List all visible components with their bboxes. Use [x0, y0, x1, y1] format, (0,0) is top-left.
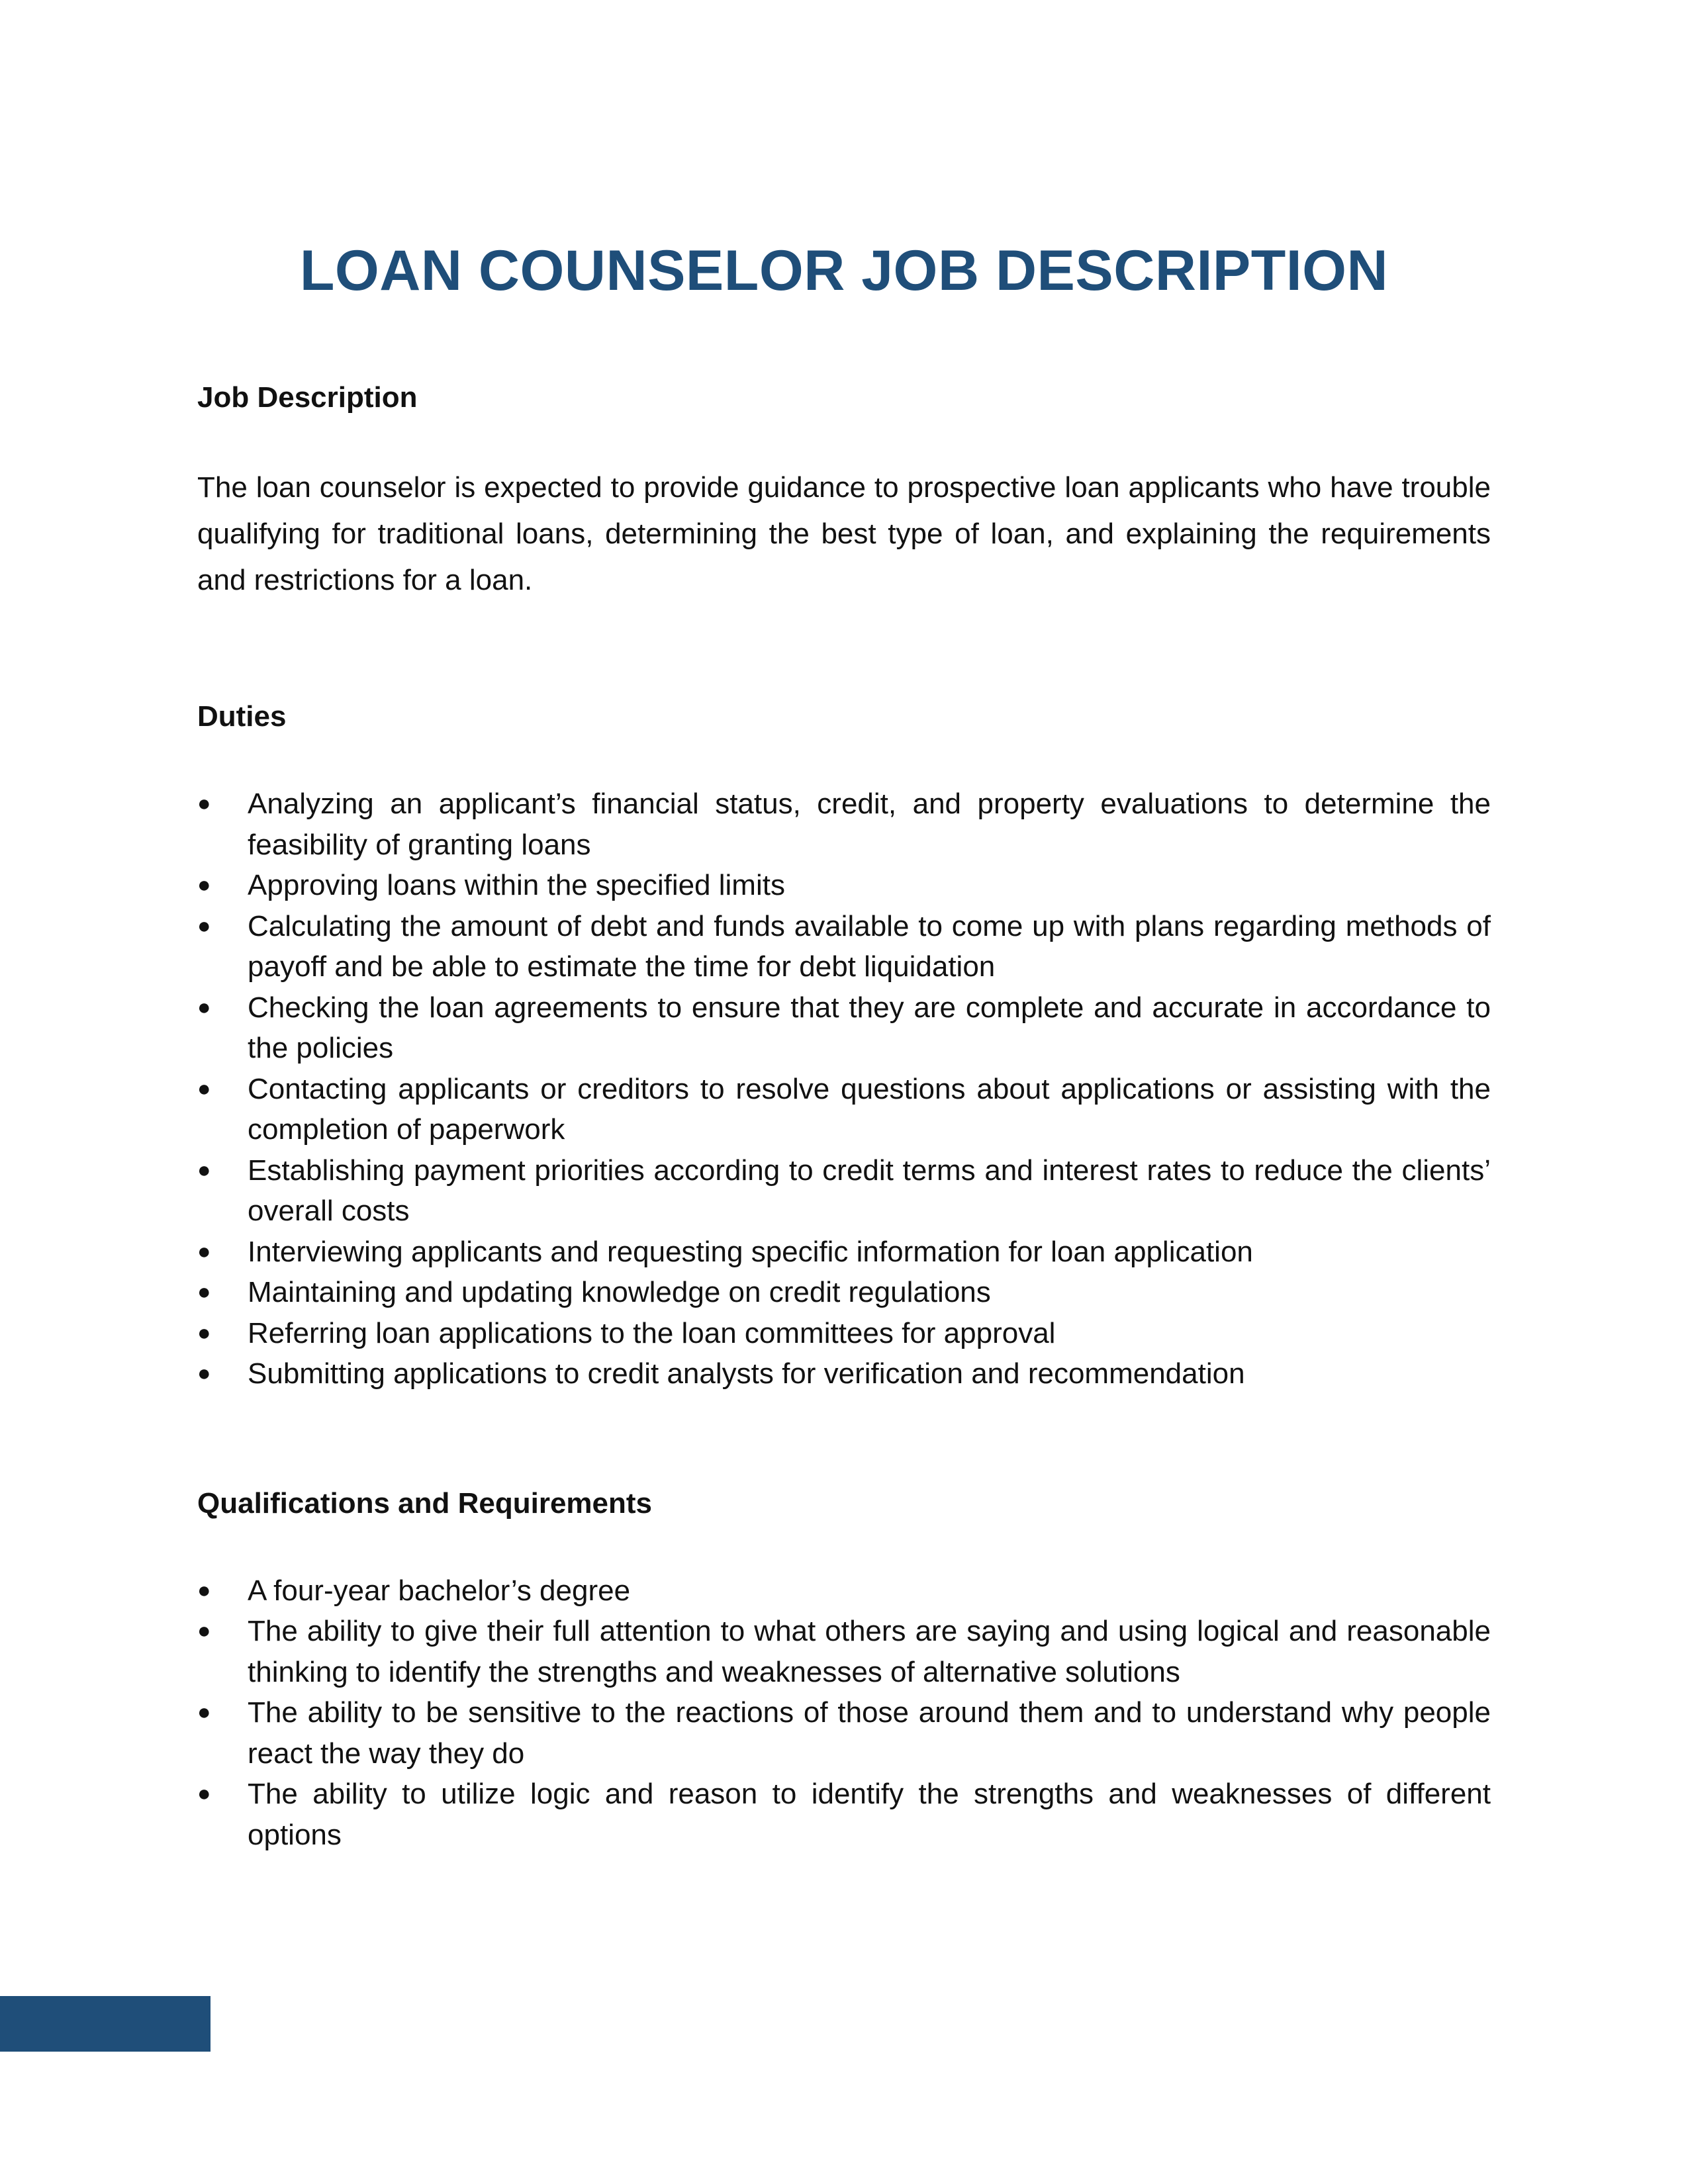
- bullet-icon: ●: [197, 872, 211, 897]
- bullet-icon: ●: [197, 913, 211, 938]
- bullet-icon: ●: [197, 1320, 211, 1345]
- duties-heading: Duties: [197, 700, 287, 733]
- bullet-icon: ●: [197, 1361, 211, 1386]
- duty-item: [197, 865, 1491, 906]
- duty-text: Checking the loan agreements to ensure that they are complete and accurate in accordance to the policies: [248, 991, 1491, 1064]
- qualification-text: The ability to give their full attention to what others are saying and using logical and reasonable thinking to identify the strengths and weaknesses of alternative solutions: [248, 1615, 1491, 1688]
- duties-list: [197, 784, 1491, 1394]
- bullet-icon: ●: [197, 994, 211, 1020]
- job-description-heading: Job Description: [197, 381, 418, 414]
- duty-text: Establishing payment priorities according to credit terms and interest rates to reduce the clients’ overall costs: [248, 1154, 1491, 1227]
- bullet-icon: ●: [197, 1075, 211, 1101]
- duty-text: Submitting applications to credit analysts for verification and recommendation: [248, 1357, 1245, 1390]
- duties-section: [197, 696, 1491, 1394]
- duty-text: Analyzing an applicant’s financial status, credit, and property evaluations to determine the feasibility of granting loans: [248, 788, 1491, 861]
- duty-item: [197, 1272, 1491, 1313]
- duty-text: Interviewing applicants and requesting specific information for loan application: [248, 1235, 1253, 1268]
- bullet-icon: ●: [197, 1577, 211, 1603]
- bullet-icon: ●: [197, 1700, 211, 1725]
- section-spacer: [197, 604, 1491, 696]
- job-description-section: [197, 377, 1491, 604]
- job-description-paragraph: The loan counselor is expected to provide guidance to prospective loan applicants who have trouble qualifying for traditional loans, determining the best type of loan, and explaining the requirements and restrictions for a loan.: [197, 471, 1491, 596]
- duty-item: [197, 1069, 1491, 1150]
- bullet-icon: ●: [197, 1238, 211, 1264]
- document-body: [197, 377, 1491, 1855]
- duty-text: Calculating the amount of debt and funds available to come up with plans regarding methods of payoff and be able to estimate the time for debt liquidation: [248, 909, 1491, 983]
- duty-text: Contacting applicants or creditors to resolve questions about applications or assisting with the completion of paperwork: [248, 1072, 1491, 1146]
- duty-item: [197, 987, 1491, 1069]
- qualifications-section: [197, 1483, 1491, 1856]
- duty-item: [197, 1232, 1491, 1273]
- qualification-text: The ability to utilize logic and reason to identify the strengths and weaknesses of different options: [248, 1778, 1491, 1851]
- qualification-item: [197, 1570, 1491, 1612]
- bullet-icon: ●: [197, 1157, 211, 1183]
- duty-text: Approving loans within the specified limits: [248, 869, 785, 901]
- qualification-text: The ability to be sensitive to the reactions of those around them and to understand why people react the way they do: [248, 1696, 1491, 1770]
- bullet-icon: ●: [197, 1279, 211, 1304]
- qualification-item: [197, 1774, 1491, 1855]
- qualification-item: [197, 1692, 1491, 1774]
- footer-accent-bar: [0, 1996, 211, 2052]
- section-spacer: [197, 1394, 1491, 1483]
- duty-item: [197, 784, 1491, 865]
- qualification-item: [197, 1611, 1491, 1692]
- duty-item: [197, 1150, 1491, 1232]
- duty-item: [197, 906, 1491, 987]
- bullet-icon: ●: [197, 1618, 211, 1643]
- bullet-icon: ●: [197, 791, 211, 816]
- duty-item: [197, 1313, 1491, 1354]
- qualifications-list: [197, 1570, 1491, 1856]
- duty-text: Referring loan applications to the loan committees for approval: [248, 1316, 1056, 1349]
- duty-item: [197, 1353, 1491, 1394]
- qualifications-heading: Qualifications and Requirements: [197, 1486, 653, 1520]
- document-title: LOAN COUNSELOR JOB DESCRIPTION: [299, 238, 1389, 302]
- bullet-icon: ●: [197, 1781, 211, 1806]
- duty-text: Maintaining and updating knowledge on credit regulations: [248, 1276, 991, 1308]
- qualification-text: A four-year bachelor’s degree: [248, 1574, 631, 1607]
